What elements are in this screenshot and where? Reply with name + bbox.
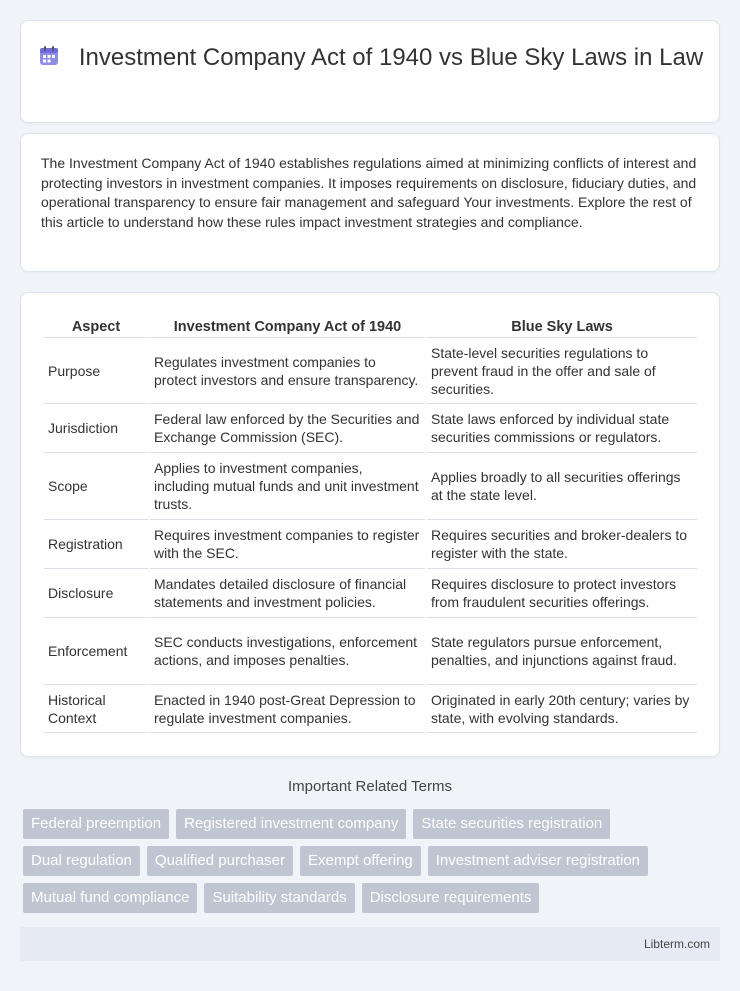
- calendar-icon: [37, 44, 61, 76]
- row-blue-sky: Requires securities and broker-dealers to register with the state.: [427, 520, 697, 569]
- row-ica: Federal law enforced by the Securities and Exchange Commission (SEC).: [150, 404, 425, 453]
- row-ica: Regulates investment companies to protect investors and ensure transparency.: [150, 338, 425, 404]
- row-aspect: Historical Context: [44, 685, 148, 733]
- comparison-card: [20, 292, 720, 757]
- comparison-table: [42, 315, 699, 733]
- term-tag[interactable]: Investment adviser registration: [428, 846, 648, 876]
- table-row: [44, 685, 697, 733]
- header-blue-sky: Blue Sky Laws: [427, 315, 697, 338]
- term-row: [23, 846, 723, 876]
- table-row: [44, 404, 697, 453]
- row-blue-sky: Requires disclosure to protect investors from fraudulent securities offerings.: [427, 569, 697, 618]
- related-terms-heading: Important Related Terms: [288, 778, 452, 795]
- title-card: [20, 20, 720, 123]
- row-aspect: Registration: [44, 520, 148, 569]
- header-aspect: Aspect: [44, 315, 148, 338]
- row-blue-sky: State regulators pursue enforcement, penalties, and injunctions against fraud.: [427, 618, 697, 685]
- row-ica: Enacted in 1940 post-Great Depression to regulate investment companies.: [150, 685, 425, 733]
- row-aspect: Scope: [44, 453, 148, 520]
- term-row: [23, 883, 723, 913]
- row-ica: SEC conducts investigations, enforcement actions, and imposes penalties.: [150, 618, 425, 685]
- table-header-row: [44, 315, 697, 338]
- row-ica: Applies to investment companies, including mutual funds and unit investment trusts.: [150, 453, 425, 520]
- row-ica: Requires investment companies to register with the SEC.: [150, 520, 425, 569]
- row-aspect: Enforcement: [44, 618, 148, 685]
- intro-paragraph: The Investment Company Act of 1940 establishes regulations aimed at minimizing conflicts of interest and protecting investors in investment companies. It imposes requirements on disclosure, fiduciary duties, and operational transparency to ensure fair management and safeguard Your investments. Explore the rest of this article to understand how these rules impact investment strategies and compliance.: [41, 155, 697, 230]
- term-tag[interactable]: Exempt offering: [300, 846, 421, 876]
- footer-site-link[interactable]: Libterm.com: [643, 937, 710, 951]
- table-row: [44, 569, 697, 618]
- row-blue-sky: Applies broadly to all securities offerings at the state level.: [427, 453, 697, 520]
- term-row: [23, 809, 723, 839]
- term-tag[interactable]: Disclosure requirements: [362, 883, 540, 913]
- table-row: [44, 338, 697, 404]
- row-blue-sky: State laws enforced by individual state securities commissions or regulators.: [427, 404, 697, 453]
- term-tag[interactable]: Registered investment company: [176, 809, 406, 839]
- term-tag[interactable]: State securities registration: [413, 809, 610, 839]
- row-aspect: Disclosure: [44, 569, 148, 618]
- term-tag[interactable]: Mutual fund compliance: [23, 883, 197, 913]
- row-aspect: Purpose: [44, 338, 148, 404]
- row-blue-sky: Originated in early 20th century; varies by state, with evolving standards.: [427, 685, 697, 733]
- row-ica: Mandates detailed disclosure of financial statements and investment policies.: [150, 569, 425, 618]
- row-aspect: Jurisdiction: [44, 404, 148, 453]
- page-title: Investment Company Act of 1940 vs Blue Sky Laws in Law: [78, 44, 704, 71]
- header-ica: Investment Company Act of 1940: [150, 315, 425, 338]
- page-title-wrap: [21, 43, 719, 76]
- footer: [20, 927, 720, 961]
- related-terms: [23, 809, 723, 920]
- table-row: [44, 453, 697, 520]
- table-row: [44, 520, 697, 569]
- table-row: [44, 618, 697, 685]
- term-tag[interactable]: Federal preemption: [23, 809, 169, 839]
- term-tag[interactable]: Dual regulation: [23, 846, 140, 876]
- row-blue-sky: State-level securities regulations to prevent fraud in the offer and sale of securities.: [427, 338, 697, 404]
- intro-card: [20, 133, 720, 272]
- term-tag[interactable]: Suitability standards: [204, 883, 354, 913]
- term-tag[interactable]: Qualified purchaser: [147, 846, 293, 876]
